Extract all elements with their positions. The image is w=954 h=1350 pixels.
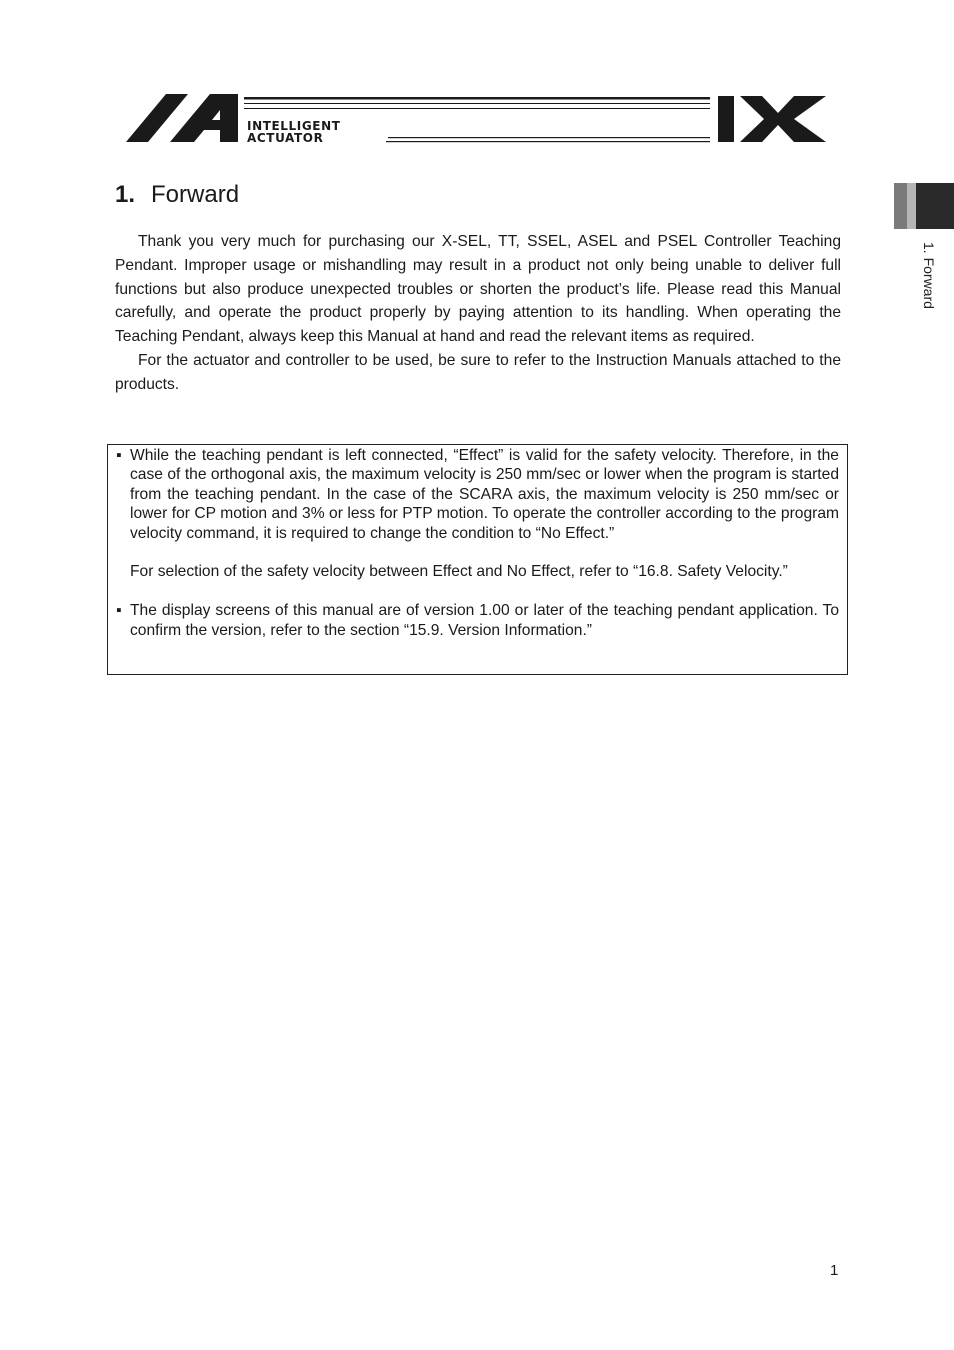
notice-box — [107, 444, 848, 675]
section-title — [115, 180, 239, 210]
notice-item-2 — [116, 601, 839, 640]
page-number: 1 — [830, 1262, 839, 1279]
notice-item-1-text: While the teaching pendant is left connected, “Effect” is valid for the safety velocity. Therefore, in the case of the orthogonal axis, the maximum velocity is 250 mm/sec or lower when the program is started from the teaching pendant. In the case of the SCARA axis, the maximum velocity is 250 mm/sec or lower for CP motion and 3% or less for PTP motion. To operate the controller according to the program velocity command, it is required to change the condition to “No Effect.” — [130, 447, 839, 542]
brand-name-line2: ACTUATOR — [247, 131, 324, 145]
bullet-icon: ▪ — [116, 602, 122, 620]
section-title-text: Forward — [151, 181, 240, 208]
chapter-tab-label: 1. Forward — [921, 242, 937, 309]
bullet-icon: ▪ — [116, 447, 122, 464]
notice-item-1-subtext: For selection of the safety velocity between Effect and No Effect, refer to “16.8. Safety Velocity.” — [130, 563, 788, 581]
notice-item-1 — [116, 446, 839, 543]
header — [126, 94, 828, 146]
notice-item-2-text: The display screens of this manual are of version 1.00 or later of the teaching pendant application. To confirm the version, refer to the section “15.9. Version Information.” — [130, 602, 839, 639]
intro-paragraph-2: For the actuator and controller to be used, be sure to refer to the Instruction Manuals attached to the products. — [115, 351, 841, 393]
intro-paragraph-1: Thank you very much for purchasing our X-SEL, TT, SSEL, ASEL and PSEL Controller Teaching Pendant. Improper usage or mishandling may result in a product not only being unable to deliver full functions but also produce unexpected troubles or shorten the product’s life. Please read this Manual carefully, and operate the product properly by paying attention to its handling. When operating the Teaching Pendant, always keep this Manual at hand and read the relevant items as required. — [115, 233, 841, 346]
ia-logo-icon — [126, 94, 828, 146]
chapter-tab-marker — [894, 183, 954, 229]
brand-name-line1: INTELLIGENT — [247, 119, 341, 133]
intro-text — [115, 230, 841, 397]
section-number: 1. — [115, 181, 136, 208]
